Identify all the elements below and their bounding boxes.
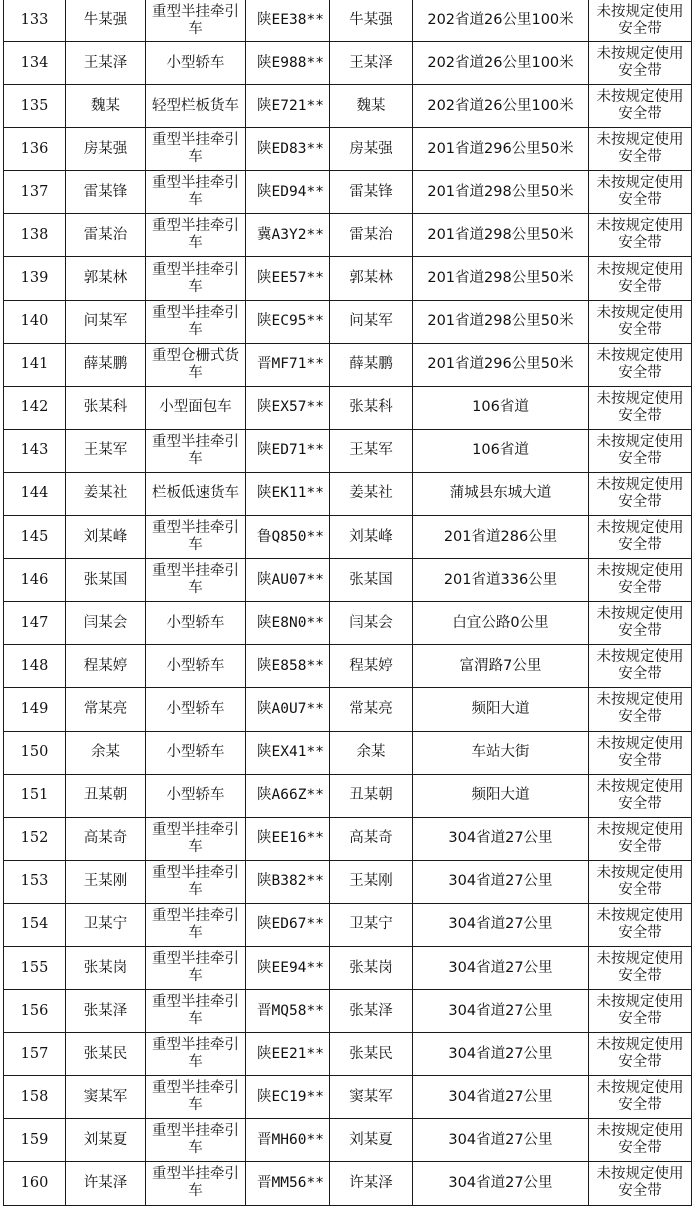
table-body: [4, 0, 692, 1205]
violation-cell: 未按规定使用安全带: [589, 386, 692, 429]
table-row: [4, 774, 692, 817]
location-cell: 304省道27公里: [413, 990, 589, 1033]
violation-cell: 未按规定使用安全带: [589, 645, 692, 688]
driver-name-cell: 程某婷: [330, 645, 413, 688]
row-number-cell: 159: [4, 1119, 66, 1162]
vehicle-type-cell: 轻型栏板货车: [146, 85, 246, 128]
table-row: [4, 1033, 692, 1076]
plate-number-cell: 陕A66Z**: [246, 774, 330, 817]
person-name-cell: 刘某峰: [66, 516, 146, 559]
violation-cell: 未按规定使用安全带: [589, 903, 692, 946]
vehicle-type-cell: 重型半挂牵引车: [146, 903, 246, 946]
table-row: [4, 42, 692, 85]
table-row: [4, 990, 692, 1033]
table-row: [4, 731, 692, 774]
row-number-cell: 156: [4, 990, 66, 1033]
location-cell: 201省道336公里: [413, 559, 589, 602]
person-name-cell: 丑某朝: [66, 774, 146, 817]
table-row: [4, 257, 692, 300]
vehicle-type-cell: 小型轿车: [146, 688, 246, 731]
person-name-cell: 王某泽: [66, 42, 146, 85]
plate-number-cell: 晋MM56**: [246, 1162, 330, 1205]
row-number-cell: 157: [4, 1033, 66, 1076]
violation-cell: 未按规定使用安全带: [589, 214, 692, 257]
row-number-cell: 155: [4, 946, 66, 989]
vehicle-type-cell: 重型半挂牵引车: [146, 559, 246, 602]
table-row: [4, 472, 692, 515]
driver-name-cell: 丑某朝: [330, 774, 413, 817]
vehicle-type-cell: 重型半挂牵引车: [146, 0, 246, 42]
location-cell: 201省道296公里50米: [413, 343, 589, 386]
driver-name-cell: 问某军: [330, 300, 413, 343]
vehicle-type-cell: 小型轿车: [146, 42, 246, 85]
person-name-cell: 张某岗: [66, 946, 146, 989]
vehicle-type-cell: 重型半挂牵引车: [146, 990, 246, 1033]
vehicle-type-cell: 小型轿车: [146, 602, 246, 645]
table-row: [4, 1076, 692, 1119]
driver-name-cell: 许某泽: [330, 1162, 413, 1205]
plate-number-cell: 晋MH60**: [246, 1119, 330, 1162]
row-number-cell: 148: [4, 645, 66, 688]
table-row: [4, 817, 692, 860]
vehicle-type-cell: 小型轿车: [146, 731, 246, 774]
violation-cell: 未按规定使用安全带: [589, 128, 692, 171]
driver-name-cell: 房某强: [330, 128, 413, 171]
table-row: [4, 343, 692, 386]
row-number-cell: 140: [4, 300, 66, 343]
violation-cell: 未按规定使用安全带: [589, 946, 692, 989]
plate-number-cell: 鲁Q850**: [246, 516, 330, 559]
violation-cell: 未按规定使用安全带: [589, 1076, 692, 1119]
person-name-cell: 窦某军: [66, 1076, 146, 1119]
plate-number-cell: 陕EX57**: [246, 386, 330, 429]
location-cell: 304省道27公里: [413, 1076, 589, 1119]
violation-cell: 未按规定使用安全带: [589, 171, 692, 214]
plate-number-cell: 陕EC95**: [246, 300, 330, 343]
person-name-cell: 问某军: [66, 300, 146, 343]
plate-number-cell: 陕EE21**: [246, 1033, 330, 1076]
location-cell: 201省道298公里50米: [413, 257, 589, 300]
violation-cell: 未按规定使用安全带: [589, 1119, 692, 1162]
plate-number-cell: 陕ED94**: [246, 171, 330, 214]
person-name-cell: 王某军: [66, 429, 146, 472]
row-number-cell: 142: [4, 386, 66, 429]
plate-number-cell: 陕EX41**: [246, 731, 330, 774]
plate-number-cell: 陕EC19**: [246, 1076, 330, 1119]
row-number-cell: 147: [4, 602, 66, 645]
plate-number-cell: 陕ED67**: [246, 903, 330, 946]
person-name-cell: 郭某林: [66, 257, 146, 300]
violation-cell: 未按规定使用安全带: [589, 85, 692, 128]
plate-number-cell: 晋MQ58**: [246, 990, 330, 1033]
violation-cell: 未按规定使用安全带: [589, 472, 692, 515]
location-cell: 白宜公路0公里: [413, 602, 589, 645]
plate-number-cell: 陕ED71**: [246, 429, 330, 472]
table-row: [4, 903, 692, 946]
driver-name-cell: 薛某鹏: [330, 343, 413, 386]
person-name-cell: 姜某社: [66, 472, 146, 515]
row-number-cell: 149: [4, 688, 66, 731]
table-row: [4, 688, 692, 731]
vehicle-type-cell: 重型半挂牵引车: [146, 300, 246, 343]
violation-cell: 未按规定使用安全带: [589, 731, 692, 774]
driver-name-cell: 余某: [330, 731, 413, 774]
row-number-cell: 150: [4, 731, 66, 774]
driver-name-cell: 张某民: [330, 1033, 413, 1076]
violation-cell: 未按规定使用安全带: [589, 860, 692, 903]
plate-number-cell: 陕EE57**: [246, 257, 330, 300]
driver-name-cell: 张某泽: [330, 990, 413, 1033]
table-row: [4, 429, 692, 472]
vehicle-type-cell: 重型半挂牵引车: [146, 1162, 246, 1205]
location-cell: 频阳大道: [413, 774, 589, 817]
violation-cell: 未按规定使用安全带: [589, 257, 692, 300]
vehicle-type-cell: 小型轿车: [146, 645, 246, 688]
violation-cell: 未按规定使用安全带: [589, 516, 692, 559]
driver-name-cell: 窦某军: [330, 1076, 413, 1119]
vehicle-type-cell: 小型轿车: [146, 774, 246, 817]
location-cell: 304省道27公里: [413, 1162, 589, 1205]
row-number-cell: 151: [4, 774, 66, 817]
table-row: [4, 946, 692, 989]
vehicle-type-cell: 重型半挂牵引车: [146, 946, 246, 989]
vehicle-type-cell: 重型半挂牵引车: [146, 1119, 246, 1162]
violation-cell: 未按规定使用安全带: [589, 343, 692, 386]
vehicle-type-cell: 重型半挂牵引车: [146, 1076, 246, 1119]
plate-number-cell: 陕EE94**: [246, 946, 330, 989]
vehicle-type-cell: 重型半挂牵引车: [146, 1033, 246, 1076]
location-cell: 频阳大道: [413, 688, 589, 731]
table-row: [4, 860, 692, 903]
person-name-cell: 雷某锋: [66, 171, 146, 214]
plate-number-cell: 陕ED83**: [246, 128, 330, 171]
row-number-cell: 154: [4, 903, 66, 946]
row-number-cell: 153: [4, 860, 66, 903]
driver-name-cell: 牛某强: [330, 0, 413, 42]
person-name-cell: 余某: [66, 731, 146, 774]
person-name-cell: 房某强: [66, 128, 146, 171]
violation-cell: 未按规定使用安全带: [589, 817, 692, 860]
person-name-cell: 王某刚: [66, 860, 146, 903]
driver-name-cell: 卫某宁: [330, 903, 413, 946]
plate-number-cell: 陕B382**: [246, 860, 330, 903]
table-row: [4, 386, 692, 429]
row-number-cell: 145: [4, 516, 66, 559]
location-cell: 201省道298公里50米: [413, 171, 589, 214]
driver-name-cell: 张某国: [330, 559, 413, 602]
table-row: [4, 85, 692, 128]
row-number-cell: 134: [4, 42, 66, 85]
driver-name-cell: 高某奇: [330, 817, 413, 860]
vehicle-type-cell: 重型半挂牵引车: [146, 128, 246, 171]
row-number-cell: 152: [4, 817, 66, 860]
vehicle-type-cell: 重型半挂牵引车: [146, 516, 246, 559]
driver-name-cell: 王某泽: [330, 42, 413, 85]
table-row: [4, 128, 692, 171]
driver-name-cell: 王某军: [330, 429, 413, 472]
person-name-cell: 雷某治: [66, 214, 146, 257]
violation-cell: 未按规定使用安全带: [589, 42, 692, 85]
person-name-cell: 张某泽: [66, 990, 146, 1033]
driver-name-cell: 姜某社: [330, 472, 413, 515]
location-cell: 304省道27公里: [413, 903, 589, 946]
row-number-cell: 146: [4, 559, 66, 602]
row-number-cell: 138: [4, 214, 66, 257]
plate-number-cell: 陕EK11**: [246, 472, 330, 515]
driver-name-cell: 闫某会: [330, 602, 413, 645]
location-cell: 202省道26公里100米: [413, 85, 589, 128]
person-name-cell: 牛某强: [66, 0, 146, 42]
driver-name-cell: 雷某治: [330, 214, 413, 257]
location-cell: 202省道26公里100米: [413, 42, 589, 85]
person-name-cell: 魏某: [66, 85, 146, 128]
person-name-cell: 卫某宁: [66, 903, 146, 946]
plate-number-cell: 陕E988**: [246, 42, 330, 85]
violation-cell: 未按规定使用安全带: [589, 602, 692, 645]
plate-number-cell: 陕AU07**: [246, 559, 330, 602]
location-cell: 106省道: [413, 429, 589, 472]
location-cell: 304省道27公里: [413, 946, 589, 989]
table-row: [4, 602, 692, 645]
table-row: [4, 300, 692, 343]
location-cell: 304省道27公里: [413, 1119, 589, 1162]
driver-name-cell: 刘某夏: [330, 1119, 413, 1162]
table-row: [4, 516, 692, 559]
plate-number-cell: 陕E858**: [246, 645, 330, 688]
location-cell: 304省道27公里: [413, 860, 589, 903]
location-cell: 车站大街: [413, 731, 589, 774]
row-number-cell: 144: [4, 472, 66, 515]
plate-number-cell: 冀A3Y2**: [246, 214, 330, 257]
person-name-cell: 许某泽: [66, 1162, 146, 1205]
plate-number-cell: 陕A0U7**: [246, 688, 330, 731]
location-cell: 106省道: [413, 386, 589, 429]
location-cell: 304省道27公里: [413, 1033, 589, 1076]
driver-name-cell: 郭某林: [330, 257, 413, 300]
location-cell: 富渭路7公里: [413, 645, 589, 688]
violation-cell: 未按规定使用安全带: [589, 688, 692, 731]
plate-number-cell: 陕EE16**: [246, 817, 330, 860]
location-cell: 304省道27公里: [413, 817, 589, 860]
location-cell: 蒲城县东城大道: [413, 472, 589, 515]
person-name-cell: 程某婷: [66, 645, 146, 688]
driver-name-cell: 王某刚: [330, 860, 413, 903]
person-name-cell: 高某奇: [66, 817, 146, 860]
violation-cell: 未按规定使用安全带: [589, 429, 692, 472]
vehicle-type-cell: 栏板低速货车: [146, 472, 246, 515]
vehicle-type-cell: 重型半挂牵引车: [146, 860, 246, 903]
table-row: [4, 1119, 692, 1162]
location-cell: 202省道26公里100米: [413, 0, 589, 42]
person-name-cell: 常某亮: [66, 688, 146, 731]
vehicle-type-cell: 重型半挂牵引车: [146, 214, 246, 257]
row-number-cell: 160: [4, 1162, 66, 1205]
plate-number-cell: 晋MF71**: [246, 343, 330, 386]
driver-name-cell: 张某岗: [330, 946, 413, 989]
plate-number-cell: 陕E721**: [246, 85, 330, 128]
person-name-cell: 张某科: [66, 386, 146, 429]
vehicle-type-cell: 小型面包车: [146, 386, 246, 429]
location-cell: 201省道298公里50米: [413, 214, 589, 257]
violation-cell: 未按规定使用安全带: [589, 300, 692, 343]
plate-number-cell: 陕E8N0**: [246, 602, 330, 645]
table-row: [4, 171, 692, 214]
row-number-cell: 139: [4, 257, 66, 300]
table-row: [4, 214, 692, 257]
vehicle-type-cell: 重型半挂牵引车: [146, 429, 246, 472]
location-cell: 201省道296公里50米: [413, 128, 589, 171]
row-number-cell: 141: [4, 343, 66, 386]
row-number-cell: 158: [4, 1076, 66, 1119]
row-number-cell: 135: [4, 85, 66, 128]
location-cell: 201省道286公里: [413, 516, 589, 559]
person-name-cell: 闫某会: [66, 602, 146, 645]
violation-cell: 未按规定使用安全带: [589, 1162, 692, 1205]
driver-name-cell: 常某亮: [330, 688, 413, 731]
row-number-cell: 133: [4, 0, 66, 42]
person-name-cell: 张某民: [66, 1033, 146, 1076]
table-row: [4, 1162, 692, 1205]
person-name-cell: 张某国: [66, 559, 146, 602]
violation-cell: 未按规定使用安全带: [589, 1033, 692, 1076]
person-name-cell: 薛某鹏: [66, 343, 146, 386]
person-name-cell: 刘某夏: [66, 1119, 146, 1162]
table-row: [4, 0, 692, 42]
location-cell: 201省道298公里50米: [413, 300, 589, 343]
table-row: [4, 645, 692, 688]
violation-cell: 未按规定使用安全带: [589, 559, 692, 602]
vehicle-type-cell: 重型半挂牵引车: [146, 171, 246, 214]
vehicle-type-cell: 重型仓栅式货车: [146, 343, 246, 386]
plate-number-cell: 陕EE38**: [246, 0, 330, 42]
driver-name-cell: 刘某峰: [330, 516, 413, 559]
vehicle-type-cell: 重型半挂牵引车: [146, 257, 246, 300]
table-row: [4, 559, 692, 602]
violation-cell: 未按规定使用安全带: [589, 990, 692, 1033]
row-number-cell: 136: [4, 128, 66, 171]
violations-table: [3, 0, 692, 1206]
violation-cell: 未按规定使用安全带: [589, 774, 692, 817]
violation-cell: 未按规定使用安全带: [589, 0, 692, 42]
vehicle-type-cell: 重型半挂牵引车: [146, 817, 246, 860]
row-number-cell: 143: [4, 429, 66, 472]
row-number-cell: 137: [4, 171, 66, 214]
driver-name-cell: 魏某: [330, 85, 413, 128]
driver-name-cell: 雷某锋: [330, 171, 413, 214]
driver-name-cell: 张某科: [330, 386, 413, 429]
